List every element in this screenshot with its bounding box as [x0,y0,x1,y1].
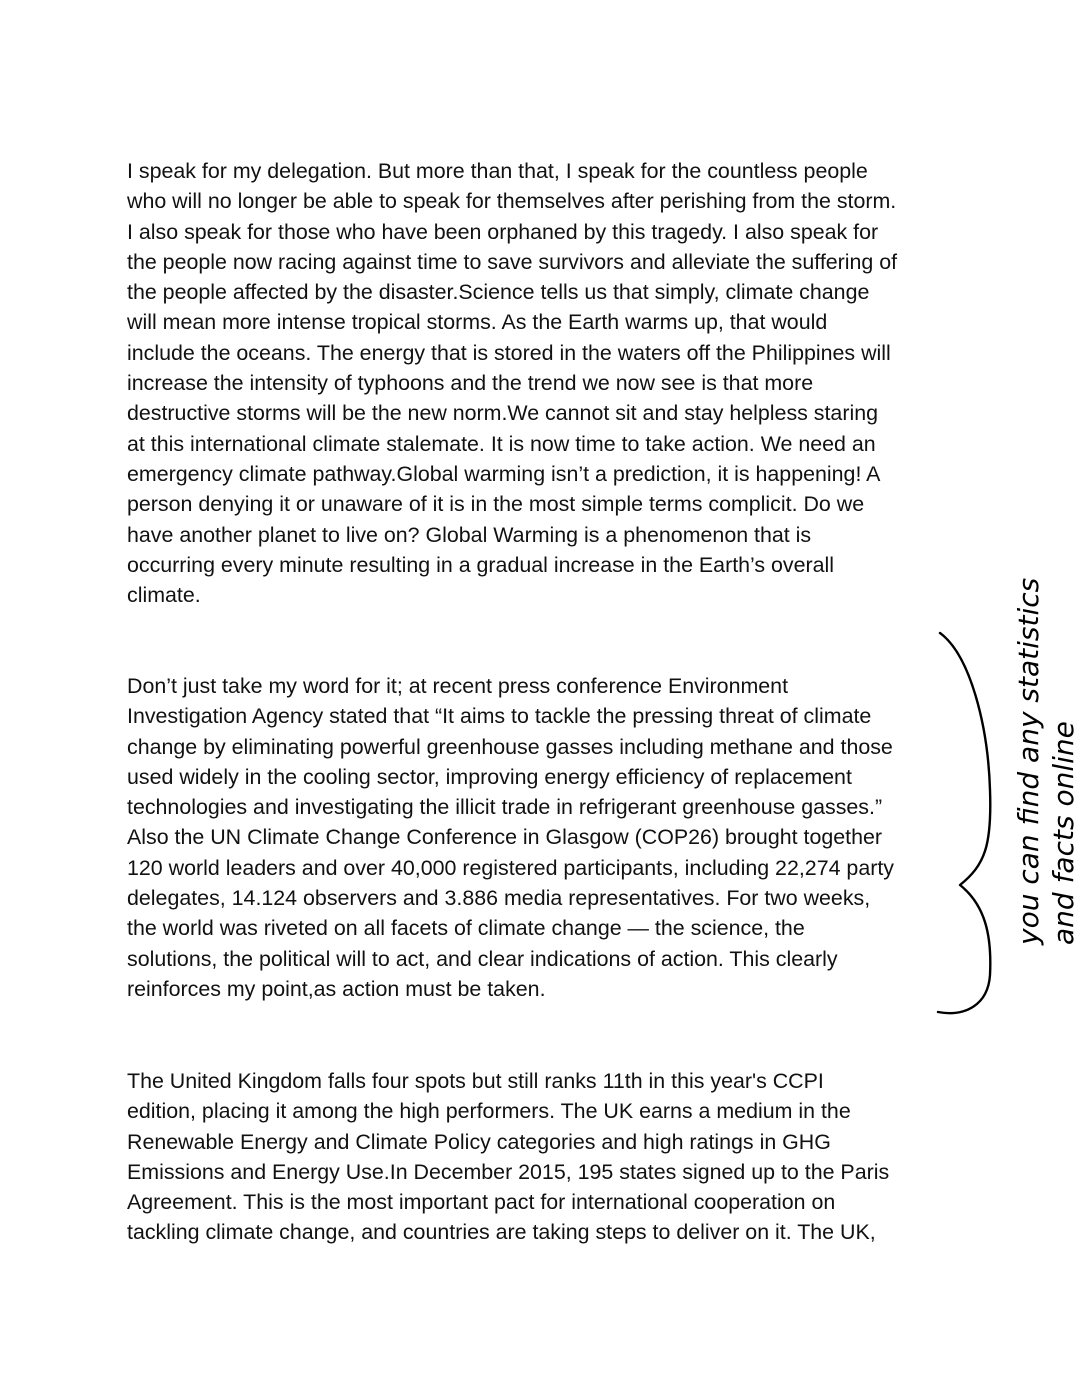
text-line: The United Kingdom falls four spots but still ranks 11th in this year's CCPI [127,1069,824,1093]
text-line: destructive storms will be the new norm.We cannot sit and stay helpless staring [127,401,878,426]
text-line: emergency climate pathway.Global warming isn’t a prediction, it is happening! A [127,461,881,486]
text-line: tackling climate change, and countries are taking steps to deliver on it. The UK, [127,1220,876,1245]
annotation-line-1: you can find any statistics [1012,577,1045,945]
text-line: delegates, 14.124 observers and 3.886 media representatives. For two weeks, [127,886,871,911]
text-line: Renewable Energy and Climate Policy categories and high ratings in GHG [127,1129,831,1154]
text-line: used widely in the cooling sector, improving energy efficiency of replacement [127,764,852,789]
text-line: I also speak for those who have been orphaned by this tragedy. I also speak for [127,219,879,244]
text-line: solutions, the political will to act, and clear indications of action. This clearly [127,946,838,971]
text-line: occurring every minute resulting in a gradual increase in the Earth’s overall [127,552,835,577]
text-line: at this international climate stalemate. It is now time to take action. We need an [127,431,876,456]
text-line: the world was riveted on all facets of climate change — the science, the [127,916,805,941]
text-line: person denying it or unaware of it is in the most simple terms complicit. Do we [127,492,865,517]
text-line: 120 world leaders and over 40,000 registered participants, including 22,274 party [127,855,894,880]
text-line: include the oceans. The energy that is stored in the waters off the Philippines will [127,340,891,365]
text-line: the people affected by the disaster.Science tells us that simply, climate change [127,280,870,305]
text-line: who will no longer be able to speak for themselves after perishing from the storm. [127,189,897,214]
text-line: change by eliminating powerful greenhouse gasses including methane and those [127,734,893,759]
paragraph-1 [127,156,957,610]
annotation-line-2: and facts online [1047,721,1080,945]
text-line: increase the intensity of typhoons and the trend we now see is that more [127,371,814,396]
text-line: reinforces my point,as action must be taken. [127,976,546,1001]
text-line: have another planet to live on? Global Warming is a phenomenon that is [127,522,812,547]
text-line: Agreement. This is the most important pact for international cooperation on [127,1190,836,1215]
text-line: edition, placing it among the high performers. The UK earns a medium in the [127,1099,851,1124]
paragraph-2 [127,671,957,1004]
text-line: Also the UN Climate Change Conference in Glasgow (COP26) brought together [127,825,883,850]
text-line: I speak for my delegation. But more than that, I speak for the countless people [127,159,868,183]
paragraph-3 [127,1066,957,1248]
curly-brace-mark [938,633,990,1013]
text-line: Emissions and Energy Use.In December 2015, 195 states signed up to the Paris [127,1159,890,1184]
text-line: will mean more intense tropical storms. As the Earth warms up, that would [127,310,828,335]
handwritten-annotation [930,505,1080,1035]
text-line: the people now racing against time to save survivors and alleviate the suffering of [127,249,898,274]
text-line: technologies and investigating the illicit trade in refrigerant greenhouse gasses.” [127,795,883,820]
text-line: climate. [127,583,201,608]
text-line: Investigation Agency stated that “It aims to tackle the pressing threat of climate [127,704,872,729]
text-line: Don’t just take my word for it; at recent press conference Environment [127,674,789,698]
